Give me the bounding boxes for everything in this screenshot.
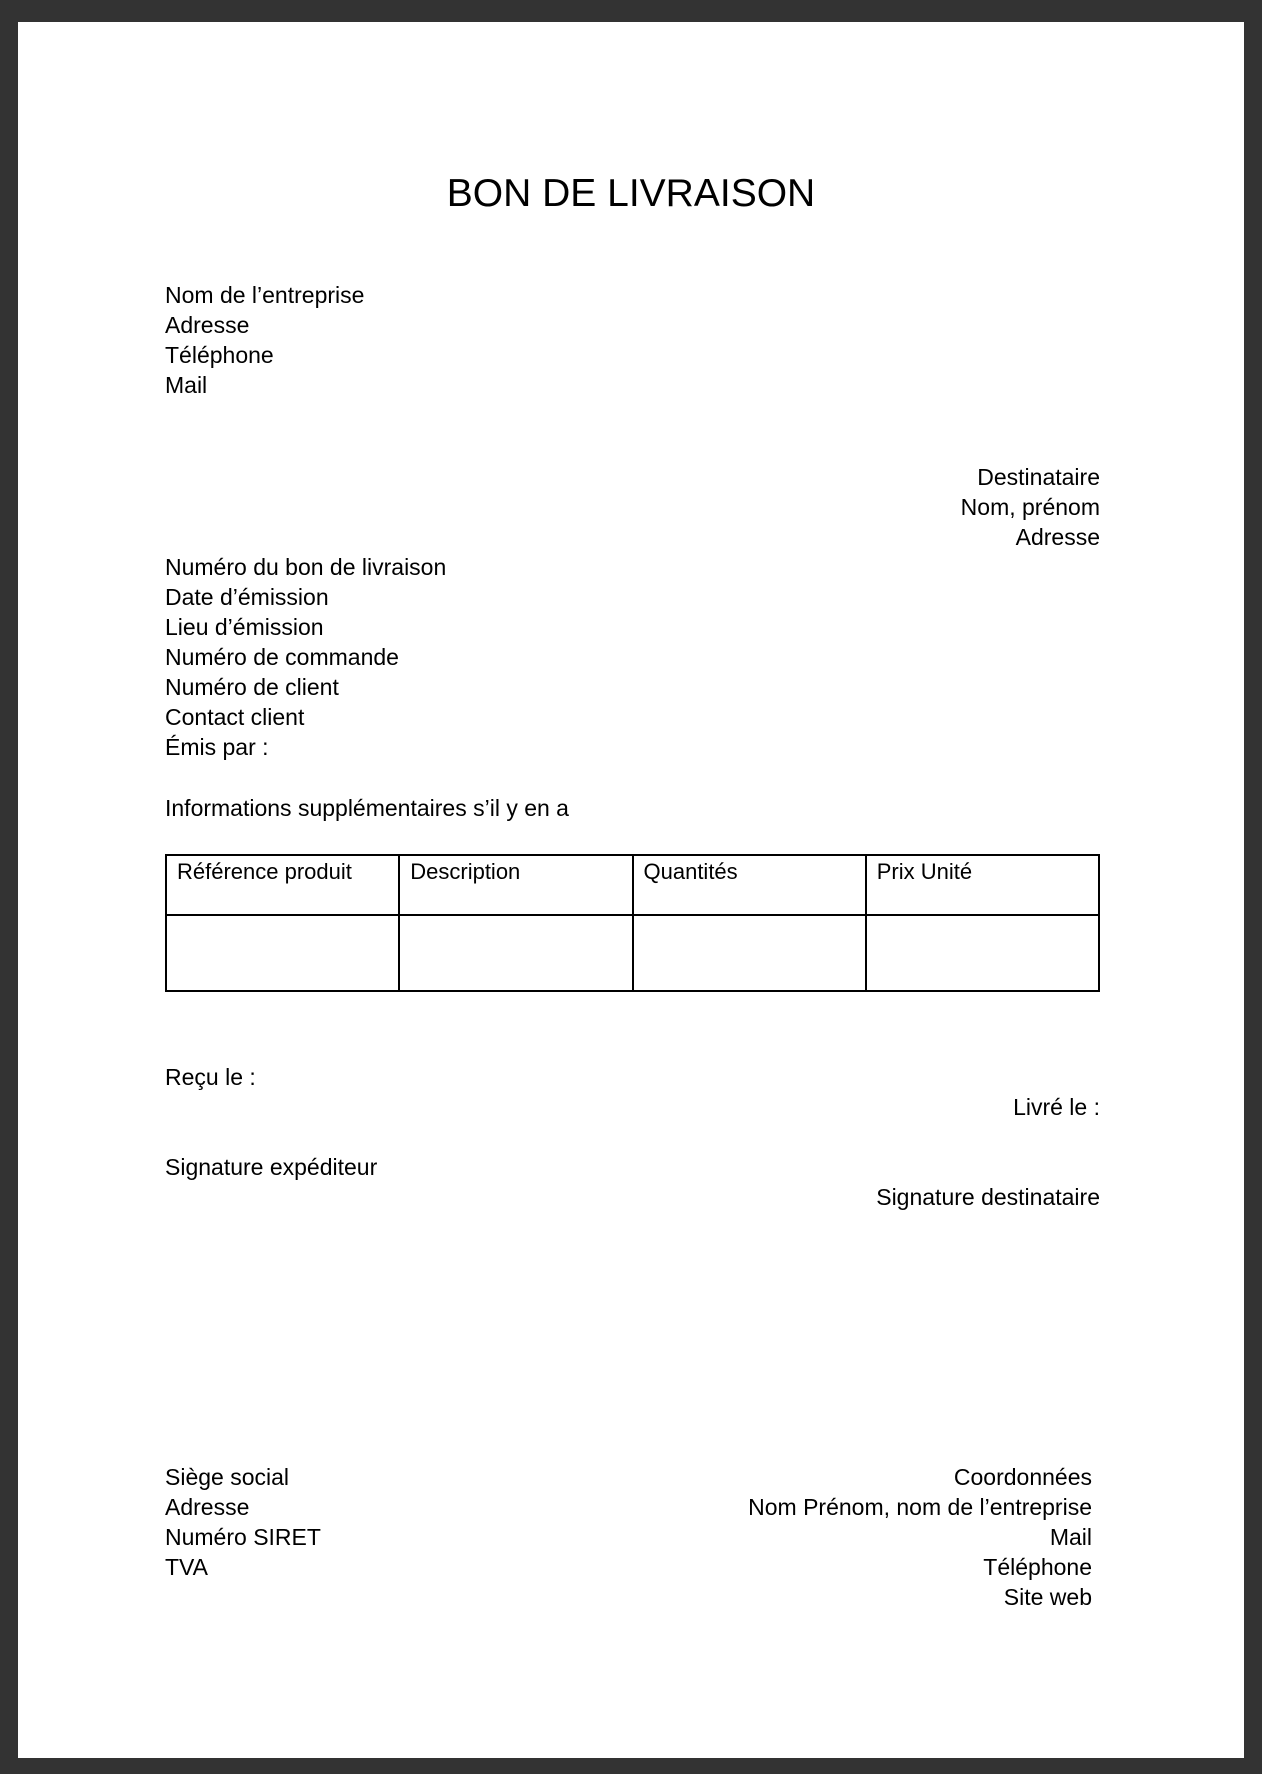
table-header-description: Description bbox=[399, 855, 632, 915]
issue-date: Date d’émission bbox=[165, 584, 329, 610]
recipient-block bbox=[961, 462, 1100, 552]
sender-mail: Mail bbox=[165, 372, 208, 398]
table-header-quantity: Quantités bbox=[633, 855, 866, 915]
recipient-label: Destinataire bbox=[977, 464, 1100, 490]
document-title: BON DE LIVRAISON bbox=[446, 172, 816, 215]
recipient-signature-label: Signature destinataire bbox=[876, 1184, 1100, 1210]
footer-right-block bbox=[748, 1462, 1092, 1612]
issued-by: Émis par : bbox=[165, 734, 269, 760]
recipient-name: Nom, prénom bbox=[960, 494, 1100, 520]
footer-left-block bbox=[165, 1462, 321, 1582]
issue-place: Lieu d’émission bbox=[165, 614, 324, 640]
sender-company-name: Nom de l’entreprise bbox=[165, 282, 365, 308]
head-office-address: Adresse bbox=[165, 1494, 250, 1520]
sender-address: Adresse bbox=[165, 312, 250, 338]
table-cell bbox=[866, 915, 1099, 991]
sender-phone: Téléphone bbox=[165, 342, 274, 368]
contact-name-company: Nom Prénom, nom de l’entreprise bbox=[748, 1494, 1092, 1520]
table-header-row bbox=[166, 855, 1099, 915]
recipient-address: Adresse bbox=[1015, 524, 1100, 550]
table-cell bbox=[399, 915, 632, 991]
order-number: Numéro de commande bbox=[165, 644, 399, 670]
table-row bbox=[166, 915, 1099, 991]
products-table bbox=[165, 854, 1100, 992]
head-office: Siège social bbox=[165, 1464, 290, 1490]
table-cell bbox=[166, 915, 399, 991]
sender-block bbox=[165, 280, 364, 400]
order-info-block bbox=[165, 552, 446, 762]
sender-signature-label: Signature expéditeur bbox=[165, 1154, 378, 1180]
contact-mail: Mail bbox=[1049, 1524, 1092, 1550]
delivered-label: Livré le : bbox=[1013, 1094, 1100, 1120]
table-cell bbox=[633, 915, 866, 991]
additional-info: Informations supplémentaires s’il y en a bbox=[165, 795, 569, 821]
contact-website: Site web bbox=[1003, 1584, 1092, 1610]
client-number: Numéro de client bbox=[165, 674, 339, 700]
vat-number: TVA bbox=[165, 1554, 209, 1580]
contact-phone: Téléphone bbox=[983, 1554, 1092, 1580]
client-contact: Contact client bbox=[165, 704, 305, 730]
table-header-reference: Référence produit bbox=[166, 855, 399, 915]
delivery-note-number: Numéro du bon de livraison bbox=[165, 554, 447, 580]
received-label: Reçu le : bbox=[165, 1064, 256, 1090]
contact-details-label: Coordonnées bbox=[953, 1464, 1092, 1490]
table-header-unit-price: Prix Unité bbox=[866, 855, 1099, 915]
siret-number: Numéro SIRET bbox=[165, 1524, 321, 1550]
document-page bbox=[18, 22, 1244, 1758]
